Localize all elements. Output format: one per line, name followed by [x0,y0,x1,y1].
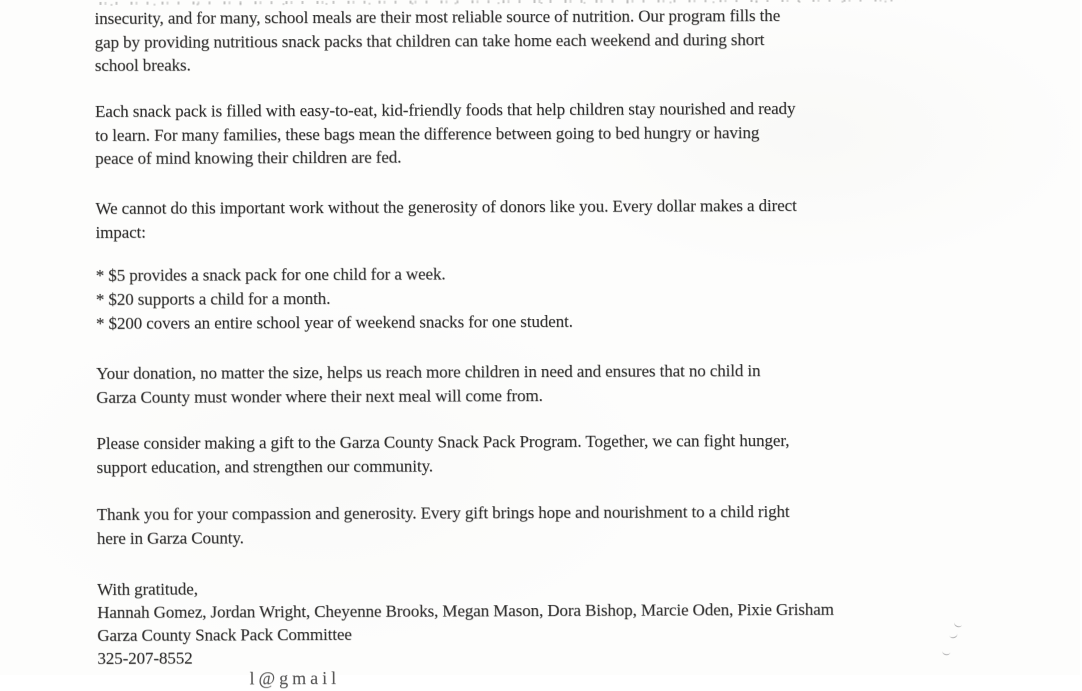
signature-block [97,574,997,670]
paragraph-line: Thank you for your compassion and generosity. Every gift brings hope and nourishment to a child right [96,501,790,524]
paragraph-line: insecurity, and for many, school meals are their most reliable source of nutrition. Our program fills the [94,5,781,28]
paragraph-reach [96,358,996,409]
signature-phone: 325-207-8552 [97,648,193,668]
paragraph-donors [95,193,995,244]
list-item: * $5 provides a snack pack for one child for a week. [95,264,446,285]
paragraph-line: peace of mind knowing their children are fed. [95,147,402,168]
paragraph-snack-pack [95,96,995,170]
clipped-email-fragment: l@gmail [249,667,341,689]
list-item: * $200 covers an entire school year of weekend snacks for one student. [95,311,573,333]
signature-organization: Garza County Snack Pack Committee [97,624,352,645]
paragraph-line: Garza County must wonder where their next meal will come from. [96,385,543,407]
paragraph-thanks [97,499,997,550]
paragraph-line: to learn. For many families, these bags mean the difference between going to bed hungry or having [95,122,760,145]
paragraph-line: impact: [95,222,146,242]
paragraph-line: Your donation, no matter the size, helps us reach more children in need and ensures that no child in [96,361,761,383]
signature-closing: With gratitude, [97,579,198,599]
signature-names: Hannah Gomez, Jordan Wright, Cheyenne Brooks, Megan Mason, Dora Bishop, Marcie Oden, Pixie Grisham [97,599,834,622]
paragraph-line: here in Garza County. [96,527,244,548]
paragraph-line: support education, and strengthen our community. [96,455,433,477]
paragraph-appeal [96,428,996,479]
donation-levels-list [96,260,996,336]
clipped-line-remnant-bottom [249,665,509,689]
list-item: * $20 supports a child for a month. [95,288,331,309]
paragraph-line: Each snack pack is filled with easy-to-eat, kid-friendly foods that help children stay nourished and ready [94,98,796,121]
paragraph-intro [95,3,995,77]
paragraph-line: gap by providing nutritious snack packs that children can take home each weekend and during short [94,29,765,52]
paragraph-line: school breaks. [94,55,191,75]
paragraph-line: We cannot do this important work without the generosity of donors like you. Every dollar makes a direct [95,195,797,218]
paragraph-line: Please consider making a gift to the Garza County Snack Pack Program. Together, we can fight hunger, [96,430,790,453]
